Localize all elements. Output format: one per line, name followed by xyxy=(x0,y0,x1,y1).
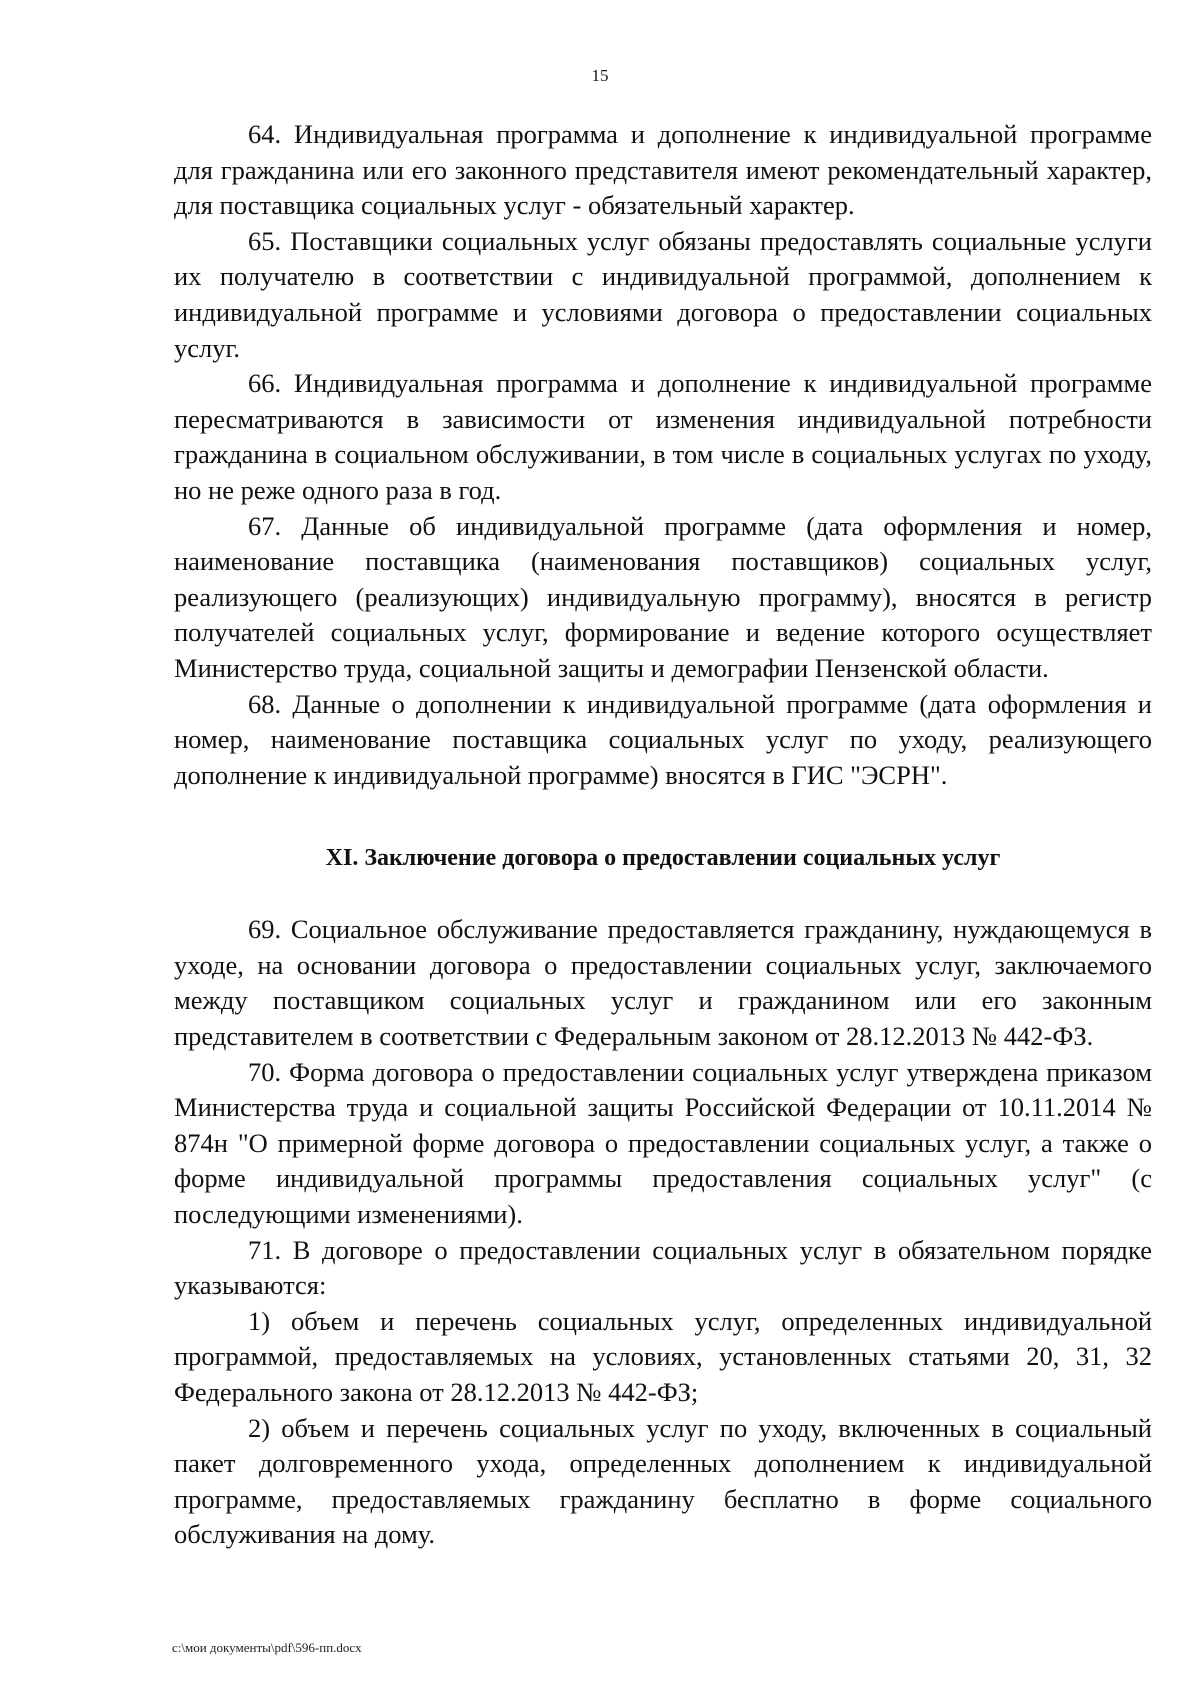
section-heading: XI. Заключение договора о предоставлении социальных услуг xyxy=(325,845,1001,872)
paragraph-67: 67. Данные об индивидуальной программе (дата оформления и номер, наименование поставщика (наименования поставщиков) социальных услуг, реализующего (реализующих) индивидуальную программу), вносятся в регистр получателей социальных услуг, формирование и ведение которого осуществляет Министерство труда, социальной защиты и демографии Пензенской области. xyxy=(174,510,1152,683)
page-number: 15 xyxy=(591,66,609,85)
paragraph-71: 71. В договоре о предоставлении социальных услуг в обязательном порядке указываются: xyxy=(174,1234,1152,1301)
document-body xyxy=(174,117,1152,1553)
list-item-1: 1) объем и перечень социальных услуг, определенных индивидуальной программой, предоставляемых на условиях, установленных статьями 20, 31, 32 Федерального закона от 28.12.2013 № 442-ФЗ; xyxy=(174,1305,1152,1407)
paragraph-70: 70. Форма договора о предоставлении социальных услуг утверждена приказом Министерства труда и социальной защиты Российской Федерации от 10.11.2014 № 874н "О примерной форме договора о предоставлении социальных услуг, а также о форме индивидуальной программы предоставления социальных услуг" (с последующими изменениями). xyxy=(174,1056,1152,1230)
list-item-2: 2) объем и перечень социальных услуг по уходу, включенных в социальный пакет долговременного ухода, определенных дополнением к индивидуальной программе, предоставляемых гражданину бесплатно в форме социального обслуживания на дому. xyxy=(174,1412,1152,1550)
paragraph-68: 68. Данные о дополнении к индивидуальной программе (дата оформления и номер, наименование поставщика социальных услуг по уходу, реализующего дополнение к индивидуальной программе) вносятся в ГИС "ЭСРН". xyxy=(174,688,1152,790)
paragraph-69: 69. Социальное обслуживание предоставляется гражданину, нуждающемуся в уходе, на основании договора о предоставлении социальных услуг, заключаемого между поставщиком социальных услуг и гражданином или его законным представителем в соответствии с Федеральным законом от 28.12.2013 № 442-ФЗ. xyxy=(174,914,1152,1052)
paragraph-65: 65. Поставщики социальных услуг обязаны предоставлять социальные услуги их получателю в соответствии с индивидуальной программой, дополнением к индивидуальной программе и условиями договора о предоставлении социальных услуг. xyxy=(174,225,1152,363)
paragraph-64: 64. Индивидуальная программа и дополнение к индивидуальной программе для гражданина или его законного представителя имеют рекомендательный характер, для поставщика социальных услуг - обязательный характер. xyxy=(174,119,1152,221)
file-path-footer: c:\мои документы\pdf\596-пп.docx xyxy=(172,1640,362,1655)
paragraph-66: 66. Индивидуальная программа и дополнение к индивидуальной программе пересматриваются в зависимости от изменения индивидуальной потребности гражданина в социальном обслуживании, в том числе в социальных услугах по уходу, но не реже одного раза в год. xyxy=(174,368,1152,505)
